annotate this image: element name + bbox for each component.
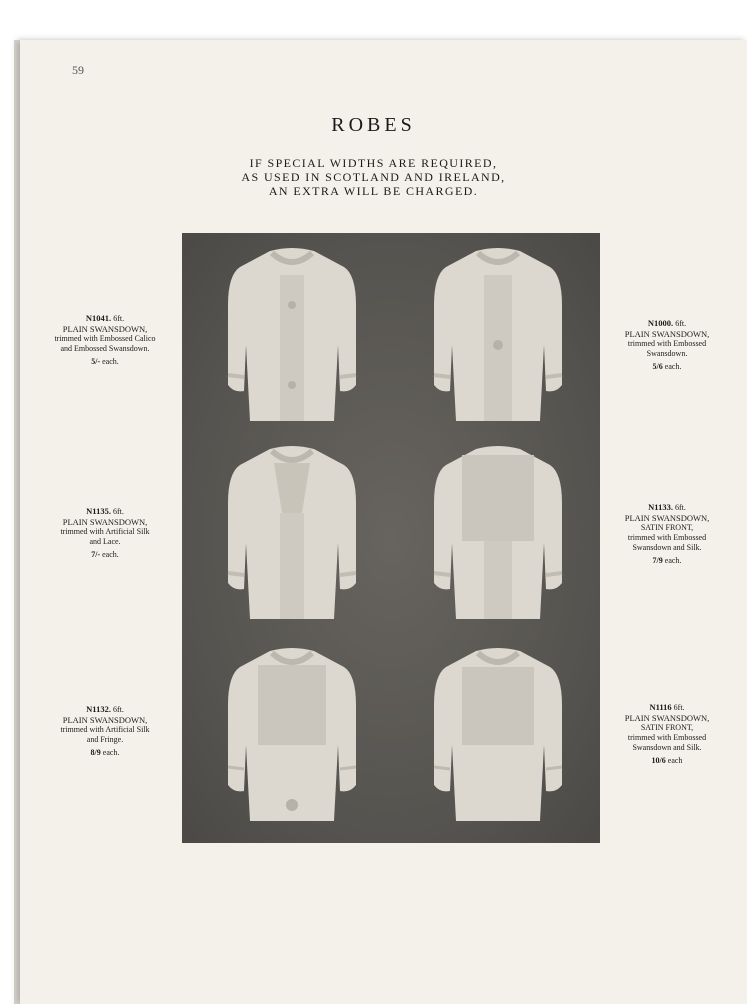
item-trim: trimmed with Embossed bbox=[627, 733, 707, 742]
page-number: 59 bbox=[72, 63, 84, 77]
item-price: 5/- bbox=[91, 357, 101, 366]
caption-n1116 bbox=[604, 702, 730, 766]
robe-image-n1135 bbox=[224, 443, 360, 621]
item-code: N1133. bbox=[648, 502, 673, 512]
item-name: PLAIN SWANSDOWN, bbox=[62, 517, 148, 527]
item-size: 6ft. bbox=[112, 507, 124, 516]
item-trim: Swansdown and Silk. bbox=[632, 743, 702, 752]
item-price-suffix: each. bbox=[102, 748, 120, 757]
item-trim: trimmed with Embossed bbox=[627, 533, 707, 542]
robe-image-n1132 bbox=[224, 645, 360, 823]
robe-image-n1116 bbox=[430, 645, 566, 823]
item-price-suffix: each. bbox=[664, 556, 682, 565]
item-trim: trimmed with Embossed bbox=[627, 339, 707, 348]
item-trim: Swansdown and Silk. bbox=[632, 543, 702, 552]
notice-line: AN EXTRA WILL BE CHARGED. bbox=[268, 184, 479, 198]
item-price-suffix: each. bbox=[102, 357, 119, 366]
item-trim: and Lace. bbox=[89, 537, 121, 546]
robes-photograph bbox=[182, 233, 600, 843]
item-code: N1135. bbox=[86, 506, 111, 516]
caption-n1041 bbox=[28, 313, 182, 367]
caption-n1132 bbox=[28, 704, 182, 758]
width-notice bbox=[0, 156, 747, 198]
item-price-suffix: each bbox=[667, 756, 683, 765]
notice-line: IF SPECIAL WIDTHS ARE REQUIRED, bbox=[249, 156, 498, 170]
item-code: N1132. bbox=[86, 704, 111, 714]
item-trim: and Embossed Swansdown. bbox=[60, 344, 150, 353]
item-trim: trimmed with Embossed Calico bbox=[54, 334, 156, 343]
item-code: N1000. bbox=[647, 318, 674, 328]
item-trim: SATIN FRONT, bbox=[640, 523, 694, 532]
caption-n1000 bbox=[604, 318, 730, 372]
item-code: N1116 bbox=[649, 702, 672, 712]
item-size: 6ft. bbox=[113, 314, 125, 323]
caption-n1133 bbox=[604, 502, 730, 566]
item-price: 7/- bbox=[91, 550, 101, 559]
item-name: PLAIN SWANSDOWN, bbox=[624, 713, 710, 723]
item-price: 5/6 bbox=[652, 362, 663, 371]
item-name: PLAIN SWANSDOWN, bbox=[624, 513, 710, 523]
notice-line: AS USED IN SCOTLAND AND IRELAND, bbox=[241, 170, 506, 184]
item-price-suffix: each. bbox=[102, 550, 119, 559]
item-trim: Swansdown. bbox=[646, 349, 688, 358]
item-price: 8/9 bbox=[90, 748, 101, 757]
item-name: PLAIN SWANSDOWN, bbox=[62, 715, 148, 725]
item-code: N1041. bbox=[85, 313, 112, 323]
item-trim: and Fringe. bbox=[86, 735, 124, 744]
item-trim: trimmed with Artificial Silk bbox=[60, 725, 150, 734]
caption-n1135 bbox=[28, 506, 182, 560]
item-trim: SATIN FRONT, bbox=[640, 723, 694, 732]
item-size: 6ft. bbox=[673, 703, 685, 712]
item-name: PLAIN SWANSDOWN, bbox=[62, 324, 148, 334]
robe-image-n1041 bbox=[224, 245, 360, 423]
item-name: PLAIN SWANSDOWN, bbox=[624, 329, 710, 339]
robe-image-n1000 bbox=[430, 245, 566, 423]
page-title: ROBES bbox=[331, 114, 416, 136]
item-price: 10/6 bbox=[651, 756, 666, 765]
item-size: 6ft. bbox=[674, 503, 686, 512]
item-size: 6ft. bbox=[675, 319, 687, 328]
item-trim: trimmed with Artificial Silk bbox=[60, 527, 150, 536]
item-price: 7/9 bbox=[652, 556, 663, 565]
item-size: 6ft. bbox=[112, 705, 124, 714]
item-price-suffix: each. bbox=[664, 362, 682, 371]
robe-image-n1133 bbox=[430, 443, 566, 621]
